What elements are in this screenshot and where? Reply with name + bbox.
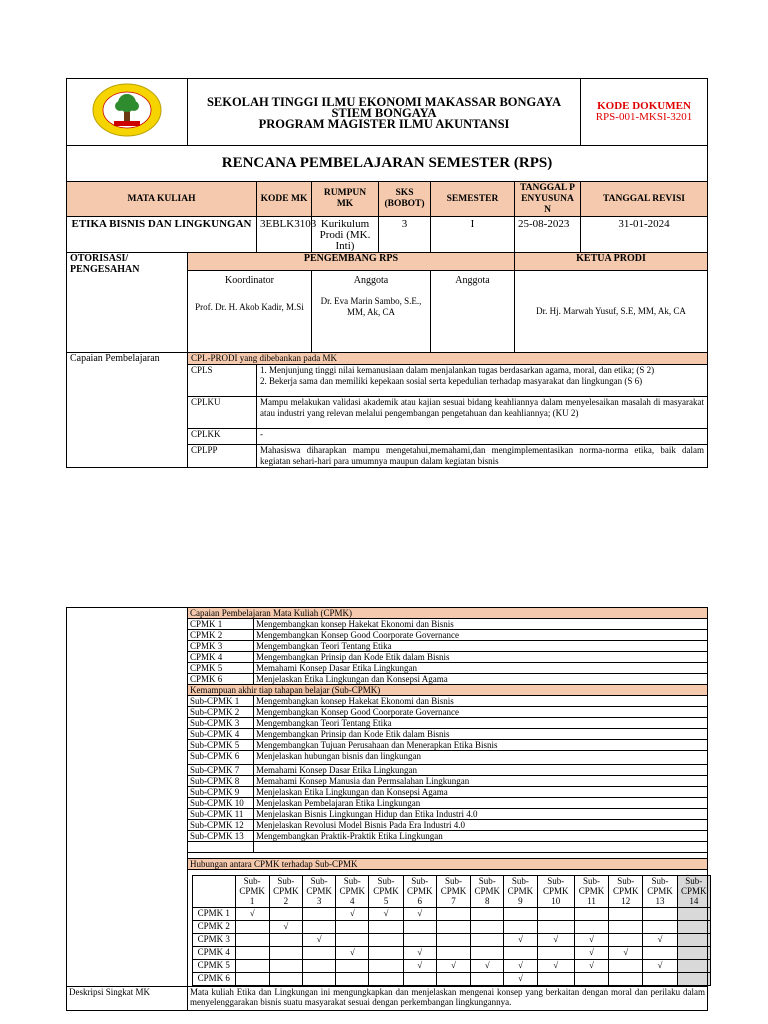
matrix-cell [269,947,302,960]
deskripsi-label: Deskripsi Singkat MK [67,987,188,1011]
matrix-cell [269,934,302,947]
val-semester: I [431,217,515,253]
matrix-cell [609,973,643,986]
subcpmk-code: Sub-CPMK 5 [188,740,254,751]
matrix-cell [369,947,403,960]
matrix-cell [537,908,574,921]
check-mark: √ [436,960,470,973]
subcpmk-code: Sub-CPMK 12 [188,820,254,831]
ketua-cell [515,271,708,353]
cpmk-code: CPMK 6 [188,674,254,685]
institution-name: SEKOLAH TINGGI ILMU EKONOMI MAKASSAR BONGAYA [206,94,562,109]
col-tgl-penyusunan: TANGGAL PENYUSUNAN [515,182,581,217]
subcpmk-text: Mengembangkan Praktik-Praktik Etika Lingkungan [254,831,708,842]
cplku-text: Mampu melakukan validasi akademik atau kajian sesuai bidang keahliannya dalam menyelesaikan masalah di masyarakat atau industri yang relevan melalui pengembangan pengetahuan dan keahliannya; (KU 2) [257,397,708,429]
matrix-cell [677,973,710,986]
relation-matrix [192,875,711,986]
matrix-row-label: CPMK 6 [193,973,236,986]
cpmk-text: Mengembangkan konsep Hakekat Ekonomi dan Bisnis [254,619,708,630]
institution-abbr: STIEM BONGAYA [331,105,437,120]
matrix-cell [336,973,369,986]
matrix-cell [537,921,574,934]
check-mark: √ [574,947,608,960]
blank-cell [254,842,708,853]
check-mark: √ [609,947,643,960]
subcpmk-text: Mengembangkan konsep Hakekat Ekonomi dan Bisnis [254,696,708,707]
anggota1-label: Anggota [353,275,389,286]
matrix-cell [303,921,336,934]
cpls-text [257,365,708,397]
check-mark: √ [403,960,436,973]
check-mark: √ [643,960,677,973]
matrix-cell [336,960,369,973]
check-mark: √ [369,908,403,921]
matrix-cell [336,921,369,934]
subcpmk-text: Menjelaskan Bisnis Lingkungan Hidup dan Etika Industri 4.0 [254,809,708,820]
anggota1-cell [312,271,431,353]
check-mark: √ [537,934,574,947]
matrix-cell [643,921,677,934]
matrix-cell [403,973,436,986]
matrix-cell [303,960,336,973]
matrix-row-label: CPMK 2 [193,921,236,934]
check-mark: √ [269,921,302,934]
otorisasi-label: OTORISASI/ PENGESAHAN [67,253,188,353]
capaian-label: Capaian Pembelajaran [67,353,188,468]
subcpmk-text: Menjelaskan Pembelajaran Etika Lingkungan [254,798,708,809]
col-mata-kuliah: MATA KULIAH [67,182,257,217]
program-name: PROGRAM MAGISTER ILMU AKUNTANSI [258,116,510,131]
matrix-cell [471,908,504,921]
subcpmk-code: Sub-CPMK 10 [188,798,254,809]
ketua-name: Dr. Hj. Marwah Yusuf, S.E, MM, Ak, CA [536,306,686,316]
matrix-cell [537,947,574,960]
cpmk-text: Mengembangkan Teori Tentang Etika [254,641,708,652]
matrix-cell [537,973,574,986]
matrix-cell [235,960,269,973]
matrix-cell [471,921,504,934]
koordinator-name: Prof. Dr. H. Akob Kadir, M.Si [195,302,304,312]
matrix-col-header: Sub- CPMK 12 [609,876,643,908]
subcpmk-code: Sub-CPMK 11 [188,809,254,820]
val-kode-mk: 3EBLK3103 [257,217,312,253]
cpmk-text: Memahami Konsep Dasar Etika Lingkungan [254,663,708,674]
koordinator-cell [188,271,312,353]
check-mark: √ [403,908,436,921]
cpls-label: CPLS [188,365,257,397]
col-rumpun-mk: RUMPUN MK [312,182,379,217]
col-kode-mk: KODE MK [257,182,312,217]
subcpmk-text: Memahami Konsep Manusia dan Permsalahan Lingkungan [254,776,708,787]
matrix-col-header: Sub- CPMK 11 [574,876,608,908]
matrix-cell [643,947,677,960]
matrix-cell [369,921,403,934]
cplkk-text: - [257,429,708,445]
matrix-row-label: CPMK 5 [193,960,236,973]
matrix-cell [574,908,608,921]
institution-header [188,79,581,146]
matrix-col-header: Sub- CPMK 8 [471,876,504,908]
subcpmk-text: Menjelaskan Etika Lingkungan dan Konsepsi Agama [254,787,708,798]
matrix-cell [504,921,537,934]
subcpmk-code: Sub-CPMK 13 [188,831,254,842]
cplku-label: CPLKU [188,397,257,429]
matrix-cell [574,921,608,934]
subcpmk-code: Sub-CPMK 8 [188,776,254,787]
rps-header-table [66,78,708,468]
matrix-cell [609,934,643,947]
ketua-prodi-label: KETUA PRODI [515,253,708,271]
matrix-col-header: Sub- CPMK 13 [643,876,677,908]
cpl-prodi-header: CPL-PRODI yang dibebankan pada MK [188,353,708,365]
blank-cell [188,842,254,853]
subcpmk-code: Sub-CPMK 9 [188,787,254,798]
subcpmk-code: Sub-CPMK 3 [188,718,254,729]
matrix-col-header: Sub- CPMK 14 [677,876,710,908]
cpmk-text: Menjelaskan Etika Lingkungan dan Konsepsi Agama [254,674,708,685]
cpls-line-1: 1. Menjunjung tinggi nilai kemanusiaan dalam menjalankan tugas berdasarkan agama, moral, dan etika; (S 2) [260,365,655,375]
col-semester: SEMESTER [431,182,515,217]
col-tgl-revisi: TANGGAL REVISI [581,182,708,217]
check-mark: √ [504,973,537,986]
matrix-row-label: CPMK 3 [193,934,236,947]
matrix-cell [574,973,608,986]
page-title: RENCANA PEMBELAJARAN SEMESTER (RPS) [67,146,708,182]
logo-cell [67,79,188,146]
check-mark: √ [403,947,436,960]
matrix-cell [609,908,643,921]
matrix-cell [436,934,470,947]
doc-code-cell [581,79,708,146]
check-mark: √ [336,947,369,960]
val-tgl-revisi: 31-01-2024 [581,217,708,253]
matrix-cell [643,973,677,986]
subcpmk-code: Sub-CPMK 1 [188,696,254,707]
relation-matrix-cell [188,870,708,987]
subcpmk-text: Menjelaskan Revolusi Model Bisnis Pada Era Industri 4.0 [254,820,708,831]
check-mark: √ [574,934,608,947]
subcpmk-text: Mengembangkan Tujuan Perusahaan dan Menerapkan Etika Bisnis [254,740,708,751]
doc-code-value: RPS-001-MKSI-3201 [595,111,693,123]
subcpmk-code: Sub-CPMK 7 [188,765,254,776]
check-mark: √ [504,934,537,947]
matrix-cell [235,947,269,960]
institution-logo [90,81,164,139]
subcpmk-text: Memahami Konsep Dasar Etika Lingkungan [254,765,708,776]
val-rumpun-mk: Kurikulum Prodi (MK. Inti) [312,217,379,253]
matrix-cell [303,947,336,960]
check-mark: √ [574,960,608,973]
matrix-cell [269,973,302,986]
subcpmk-text: Menjelaskan hubungan bisnis dan lingkungan [254,751,708,765]
cplpp-text: Mahasiswa diharapkan mampu mengetahui,memahami,dan mengimplementasikan norma-norma etika, baik dalam kegiatan sehari-hari para umumnya maupun dalam kegiatan bisnis [257,445,708,468]
matrix-cell [471,947,504,960]
subcpmk-text: Mengembangkan Konsep Good Coorporate Governance [254,707,708,718]
check-mark: √ [643,934,677,947]
subcpmk-header: Kemampuan akhir tiap tahapan belajar (Sub-CPMK) [188,685,708,696]
subcpmk-code: Sub-CPMK 6 [188,751,254,765]
check-mark: √ [504,960,537,973]
val-tgl-penyusunan: 25-08-2023 [515,217,581,253]
subcpmk-code: Sub-CPMK 2 [188,707,254,718]
matrix-cell [609,921,643,934]
matrix-cell [471,973,504,986]
matrix-col-header: Sub- CPMK 4 [336,876,369,908]
cpmk-code: CPMK 5 [188,663,254,674]
cpmk-header: Capaian Pembelajaran Mata Kuliah (CPMK) [188,608,708,619]
col-sks: SKS (BOBOT) [379,182,431,217]
anggota2-label: Anggota [455,275,490,286]
matrix-corner [193,876,236,908]
anggota1-name: Dr. Eva Marin Sambo, S.E., MM, Ak, CA [320,296,422,317]
subcpmk-code: Sub-CPMK 4 [188,729,254,740]
val-mata-kuliah: ETIKA BISNIS DAN LINGKUNGAN [67,217,257,253]
matrix-col-header: Sub- CPMK 5 [369,876,403,908]
matrix-col-header: Sub- CPMK 3 [303,876,336,908]
pengembang-rps-label: PENGEMBANG RPS [188,253,515,271]
matrix-cell [235,973,269,986]
koordinator-label: Koordinator [225,275,274,286]
matrix-row-label: CPMK 4 [193,947,236,960]
matrix-col-header: Sub- CPMK 1 [235,876,269,908]
matrix-col-header: Sub- CPMK 7 [436,876,470,908]
cpmk-code: CPMK 1 [188,619,254,630]
matrix-col-header: Sub- CPMK 10 [537,876,574,908]
check-mark: √ [235,908,269,921]
cpmk-code: CPMK 4 [188,652,254,663]
matrix-cell [403,921,436,934]
matrix-cell [235,934,269,947]
matrix-cell [609,960,643,973]
check-mark: √ [303,934,336,947]
check-mark: √ [336,908,369,921]
matrix-col-header: Sub- CPMK 2 [269,876,302,908]
subcpmk-text: Mengembangkan Teori Tentang Etika [254,718,708,729]
anggota2-cell [431,271,515,353]
cpls-line-2: 2. Bekerja sama dan memiliki kepekaan sosial serta kepedulian terhadap masyarakat dan lingkungan (S 6) [260,376,643,386]
matrix-cell [369,934,403,947]
cplkk-label: CPLKK [188,429,257,445]
matrix-cell [677,960,710,973]
matrix-cell [436,908,470,921]
val-sks: 3 [379,217,431,253]
matrix-cell [336,934,369,947]
matrix-cell [303,973,336,986]
matrix-row-label: CPMK 1 [193,908,236,921]
matrix-cell [643,908,677,921]
matrix-cell [471,934,504,947]
matrix-cell [269,960,302,973]
doc-code-label: KODE DOKUMEN [597,100,691,112]
deskripsi-text: Mata kuliah Etika dan Lingkungan ini mengungkapkan dan menjelaskan mengenai konsep yang berkaitan dengan moral dan perilaku dalam menyelenggarakan bisnis suatu masyarakat sesuai dengan perkembangan lingkungannya. [188,987,708,1011]
matrix-cell [504,908,537,921]
cpmk-text: Mengembangkan Prinsip dan Kode Etik dalam Bisnis [254,652,708,663]
matrix-cell [677,934,710,947]
matrix-cell [436,921,470,934]
matrix-col-header: Sub- CPMK 9 [504,876,537,908]
matrix-cell [303,908,336,921]
subcpmk-text: Mengembangkan Prinsip dan Kode Etik dalam Bisnis [254,729,708,740]
check-mark: √ [537,960,574,973]
cpmk-text: Mengembangkan Konsep Good Coorporate Governance [254,630,708,641]
cplpp-label: CPLPP [188,445,257,468]
cpmk-table [66,607,708,1011]
matrix-cell [677,921,710,934]
matrix-col-header: Sub- CPMK 6 [403,876,436,908]
cpmk-code: CPMK 3 [188,641,254,652]
matrix-cell [504,947,537,960]
matrix-cell [436,947,470,960]
matrix-cell [269,908,302,921]
matrix-cell [369,973,403,986]
matrix-cell [235,921,269,934]
left-spacer-cell [67,608,188,987]
hubungan-header: Hubungan antara CPMK terhadap Sub-CPMK [188,859,708,870]
matrix-cell [436,973,470,986]
matrix-cell [403,934,436,947]
matrix-cell [677,947,710,960]
matrix-cell [369,960,403,973]
cpmk-code: CPMK 2 [188,630,254,641]
matrix-cell [677,908,710,921]
check-mark: √ [471,960,504,973]
